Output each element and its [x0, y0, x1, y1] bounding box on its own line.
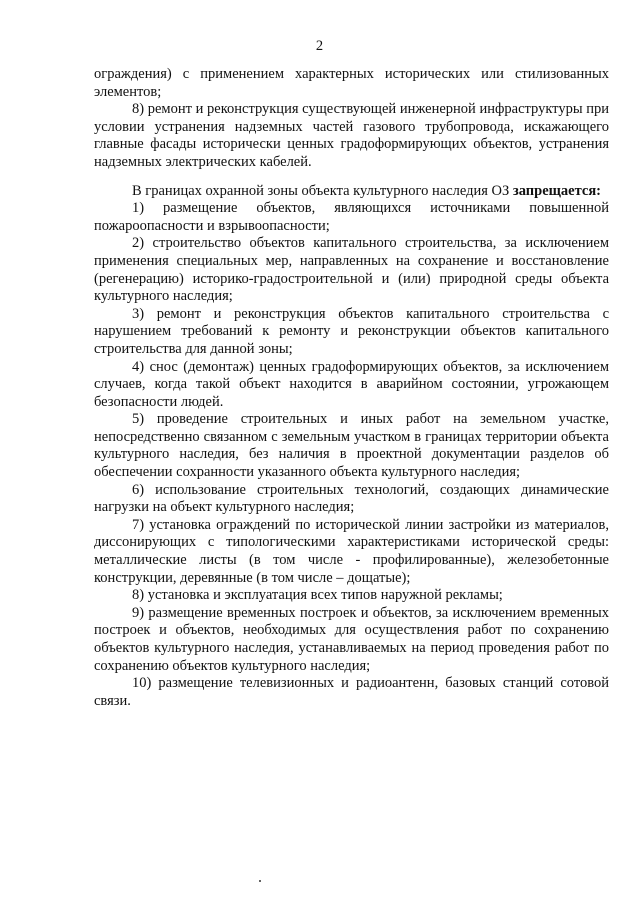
prohibition-item-8: 8) установка и эксплуатация всех типов наружной рекламы;	[132, 587, 503, 604]
prohibition-item-3: 3) ремонт и реконструкция объектов капитального строительства с нарушением требований к ремонту и реконструкции объектов капитального строительства для данной зоны;	[94, 305, 609, 357]
prohibition-intro-text: В границах охранной зоны объекта культурного наследия ОЗ	[132, 182, 513, 199]
prohibition-item-9: 9) размещение временных построек и объектов, за исключением временных построек и объектов, необходимых для осуществления работ по сохранению объектов культурного наследия, устанавливаемых на период проведения работ по сохранению объектов культурного наследия;	[94, 604, 609, 674]
paragraph-spacer	[94, 172, 609, 183]
scan-speck	[259, 880, 261, 882]
paragraph-continuation: ограждения) с применением характерных исторических или стилизованных элементов;	[94, 66, 609, 100]
document-body	[94, 66, 609, 710]
prohibition-item-5: 5) проведение строительных и иных работ на земельном участке, непосредственно связанном с земельным участком в границах территории объекта культурного наследия, без наличия в проектной документации разделов об обеспечении сохранности указанного объекта культурного наследия;	[94, 411, 609, 481]
prohibition-item-1: 1) размещение объектов, являющихся источниками повышенной пожароопасности и взрывоопасности;	[94, 200, 609, 234]
prohibition-item-2: 2) строительство объектов капитального строительства, за исключением применения специальных мер, направленных на сохранение и восстановление (регенерацию) историко-градостроительной и (или) природной среды объекта культурного наследия;	[94, 235, 609, 305]
paragraph-item-8-infrastructure: 8) ремонт и реконструкция существующей инженерной инфраструктуры при условии устранения надземных частей газового трубопровода, искажающего главные фасады исторически ценных градоформирующих объектов, устранения надземных электрических кабелей.	[94, 101, 609, 170]
prohibition-item-10: 10) размещение телевизионных и радиоантенн, базовых станций сотовой связи.	[94, 675, 609, 709]
prohibition-intro-bold: запрещается:	[512, 182, 601, 199]
prohibition-intro	[94, 183, 609, 201]
prohibition-item-6: 6) использование строительных технологий, создающих динамические нагрузки на объект культурного наследия;	[94, 481, 609, 516]
prohibition-item-7: 7) установка ограждений по исторической линии застройки из материалов, диссонирующих с типологическими характеристиками исторической среды: металлические листы (в том числе - профилированные), железобетонные конструкции, деревянные (в том числе – дощатые);	[94, 516, 609, 586]
prohibition-item-4: 4) снос (демонтаж) ценных градоформирующих объектов, за исключением случаев, когда такой объект находится в аварийном состоянии, угрожающем безопасности людей.	[94, 358, 609, 410]
page-number: 2	[315, 38, 324, 54]
